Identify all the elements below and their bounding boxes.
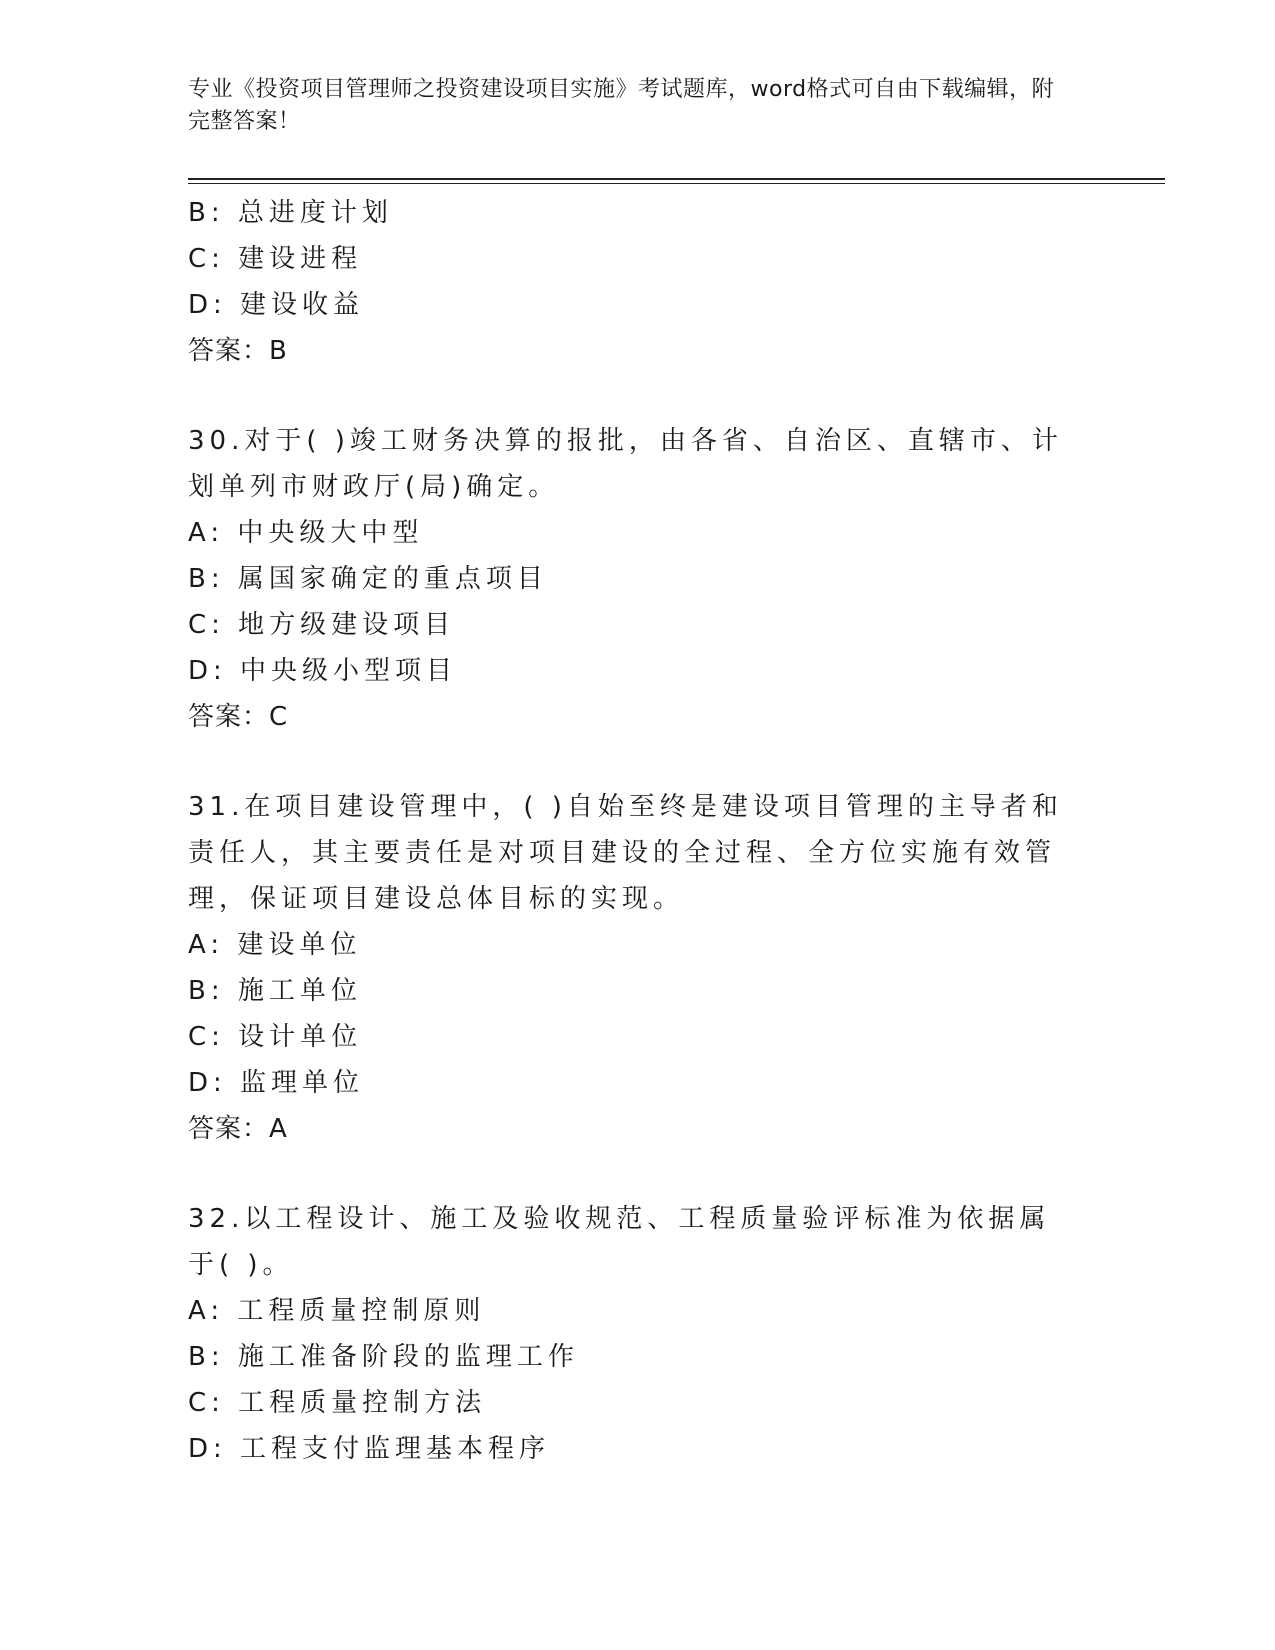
answer-line: 答案：C <box>188 702 289 732</box>
option-b: B: 总进度计划 <box>188 198 393 228</box>
option-c: C: 地方级建设项目 <box>188 610 456 640</box>
option-d: D: 建设收益 <box>188 290 365 320</box>
answer-line: 答案：A <box>188 1114 288 1144</box>
option-c: C: 建设进程 <box>188 244 363 274</box>
option-d: D: 监理单位 <box>188 1068 365 1098</box>
question-30 <box>188 418 1068 740</box>
option-a: A: 建设单位 <box>188 930 362 960</box>
option-c: C: 工程质量控制方法 <box>188 1388 487 1418</box>
document-header: 专业《投资项目管理师之投资建设项目实施》考试题库，word格式可自由下载编辑，附完整答案！ <box>188 77 1055 134</box>
option-a: A: 工程质量控制原则 <box>188 1296 486 1326</box>
option-d: D: 中央级小型项目 <box>188 656 458 686</box>
question-list <box>188 190 1068 1472</box>
prev-question-tail <box>188 190 1068 374</box>
header-rule-thin <box>188 183 1165 184</box>
option-b: B: 属国家确定的重点项目 <box>188 564 548 594</box>
option-d: D: 工程支付监理基本程序 <box>188 1434 551 1464</box>
option-c: C: 设计单位 <box>188 1022 363 1052</box>
header-rule-thick <box>188 178 1165 180</box>
question-stem: 31.在项目建设管理中，( )自始至终是建设项目管理的主导者和责任人，其主要责任是对项目建设的全过程、全方位实施有效管理，保证项目建设总体目标的实现。 <box>188 792 1063 914</box>
question-31 <box>188 784 1068 1152</box>
option-b: B: 施工单位 <box>188 976 362 1006</box>
question-32 <box>188 1196 1068 1472</box>
question-stem: 32.以工程设计、施工及验收规范、工程质量验评标准为依据属于( )。 <box>188 1204 1051 1280</box>
answer-line: 答案：B <box>188 336 288 366</box>
option-b: B: 施工准备阶段的监理工作 <box>188 1342 579 1372</box>
option-a: A: 中央级大中型 <box>188 518 424 548</box>
question-stem: 30.对于( )竣工财务决算的报批，由各省、自治区、直辖市、计划单列市财政厅(局)确定。 <box>188 426 1063 502</box>
